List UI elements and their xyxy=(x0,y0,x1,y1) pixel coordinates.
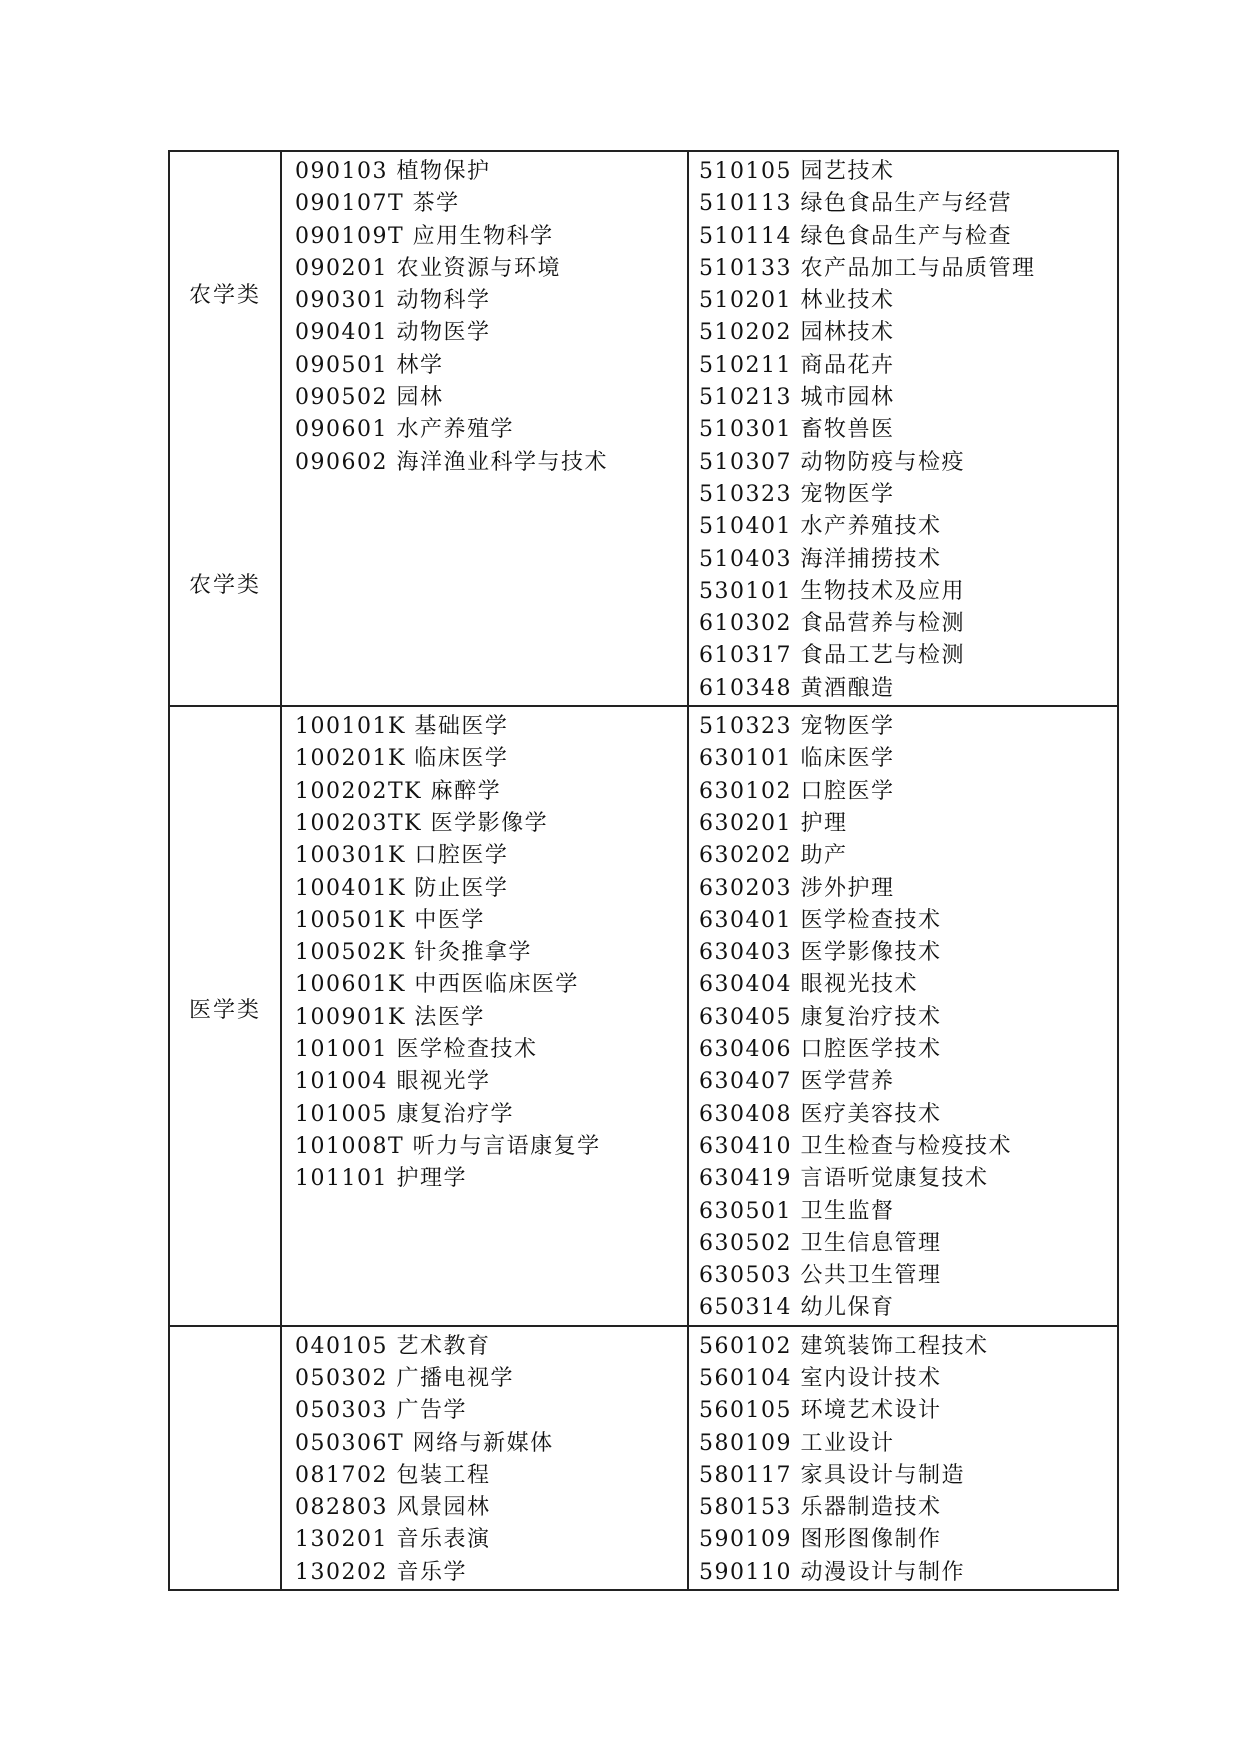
major-list-item: 130202 音乐学 xyxy=(295,1559,467,1585)
category-cell xyxy=(169,151,281,706)
major-list-item: 100401K 防止医学 xyxy=(295,875,509,901)
major-list-item: 510113 绿色食品生产与经营 xyxy=(699,191,1012,217)
major-list-item: 510133 农产品加工与品质管理 xyxy=(699,255,1036,281)
major-list-item: 082803 风景园林 xyxy=(295,1495,491,1521)
major-list-item: 510211 商品花卉 xyxy=(699,352,895,378)
major-list-item: 100203TK 医学影像学 xyxy=(295,810,549,836)
major-list xyxy=(282,152,687,479)
major-list-item: 630406 口腔医学技术 xyxy=(699,1037,942,1063)
major-list-item: 630404 眼视光技术 xyxy=(699,972,918,998)
major-list-item: 100202TK 麻醉学 xyxy=(295,778,502,804)
majors-table-body xyxy=(169,151,1118,1590)
major-list-item: 100901K 法医学 xyxy=(295,1004,485,1030)
major-list-item: 090401 动物医学 xyxy=(295,320,491,346)
major-list-item: 090301 动物科学 xyxy=(295,288,491,314)
major-list-item: 530101 生物技术及应用 xyxy=(699,578,965,604)
major-list-item: 090502 园林 xyxy=(295,385,444,411)
major-list-item: 510213 城市园林 xyxy=(699,385,895,411)
major-list xyxy=(282,1327,687,1589)
major-list-item: 630203 涉外护理 xyxy=(699,875,895,901)
category-label: 医学类 xyxy=(188,998,261,1024)
major-list xyxy=(689,1327,1117,1589)
major-list-item: 590109 图形图像制作 xyxy=(699,1527,942,1553)
major-list-item: 630401 医学检查技术 xyxy=(699,907,942,933)
major-list-item: 090107T 茶学 xyxy=(295,191,460,217)
table-row xyxy=(169,706,1118,1326)
category-cell xyxy=(169,706,281,1326)
vocational-majors-cell xyxy=(688,1326,1118,1590)
vocational-majors-cell xyxy=(688,151,1118,706)
table-row xyxy=(169,1326,1118,1590)
major-list-item: 630202 助产 xyxy=(699,843,848,869)
major-list-item: 630102 口腔医学 xyxy=(699,778,895,804)
major-list-item: 101101 护理学 xyxy=(295,1166,467,1192)
major-list-item: 510307 动物防疫与检疫 xyxy=(699,449,965,475)
major-list-item: 630410 卫生检查与检疫技术 xyxy=(699,1133,1012,1159)
major-list-item: 510202 园林技术 xyxy=(699,320,895,346)
undergrad-majors-cell xyxy=(281,706,688,1326)
major-list-item: 630405 康复治疗技术 xyxy=(699,1004,942,1030)
major-list-item: 101001 医学检查技术 xyxy=(295,1037,538,1063)
major-list-item: 560104 室内设计技术 xyxy=(699,1365,942,1391)
category-label: 农学类 xyxy=(188,573,261,598)
category-cell xyxy=(169,1326,281,1590)
major-list-item: 560105 环境艺术设计 xyxy=(699,1398,942,1424)
major-list-item: 630502 卫生信息管理 xyxy=(699,1230,942,1256)
major-list-item: 630407 医学营养 xyxy=(699,1069,895,1095)
major-list-item: 510323 宠物医学 xyxy=(699,481,895,507)
major-list-item: 100601K 中西医临床医学 xyxy=(295,972,579,998)
major-list-item: 580153 乐器制造技术 xyxy=(699,1495,942,1521)
undergrad-majors-cell xyxy=(281,151,688,706)
major-list-item: 101005 康复治疗学 xyxy=(295,1101,514,1127)
major-list-item: 090201 农业资源与环境 xyxy=(295,255,561,281)
vocational-majors-cell xyxy=(688,706,1118,1326)
majors-table xyxy=(168,150,1119,1591)
major-list-item: 630101 临床医学 xyxy=(699,746,895,772)
major-list-item: 510201 林业技术 xyxy=(699,288,895,314)
major-list-item: 510114 绿色食品生产与检查 xyxy=(699,223,1012,249)
major-list-item: 510401 水产养殖技术 xyxy=(699,514,942,540)
major-list-item: 650314 幼儿保育 xyxy=(699,1295,895,1321)
major-list-item: 090601 水产养殖学 xyxy=(295,417,514,443)
major-list-item: 610348 黄酒酿造 xyxy=(699,675,895,701)
major-list-item: 090501 林学 xyxy=(295,352,444,378)
major-list-item: 510403 海洋捕捞技术 xyxy=(699,546,942,572)
major-list-item: 510105 园艺技术 xyxy=(699,159,895,184)
major-list-item: 090103 植物保护 xyxy=(295,159,491,184)
major-list-item: 100201K 临床医学 xyxy=(295,746,509,772)
major-list-item: 100501K 中医学 xyxy=(295,907,485,933)
major-list-item: 580117 家具设计与制造 xyxy=(699,1462,965,1488)
major-list-item: 590110 动漫设计与制作 xyxy=(699,1559,965,1585)
major-list-item: 610302 食品营养与检测 xyxy=(699,611,965,637)
major-list-item: 630201 护理 xyxy=(699,810,848,836)
major-list-item: 050302 广播电视学 xyxy=(295,1365,514,1391)
major-list-item: 580109 工业设计 xyxy=(699,1430,895,1456)
undergrad-majors-cell xyxy=(281,1326,688,1590)
major-list-item: 081702 包装工程 xyxy=(295,1462,491,1488)
table-row xyxy=(169,151,1118,706)
major-list-item: 560102 建筑装饰工程技术 xyxy=(699,1333,989,1359)
major-list-item: 100301K 口腔医学 xyxy=(295,843,509,869)
major-list-item: 630501 卫生监督 xyxy=(699,1198,895,1224)
major-list-item: 101008T 听力与言语康复学 xyxy=(295,1133,601,1159)
major-list-item: 610317 食品工艺与检测 xyxy=(699,643,965,669)
major-list-item: 510323 宠物医学 xyxy=(699,714,895,740)
major-list-item: 630503 公共卫生管理 xyxy=(699,1263,942,1289)
major-list-item: 130201 音乐表演 xyxy=(295,1527,491,1553)
major-list-item: 050303 广告学 xyxy=(295,1398,467,1424)
major-list-item: 040105 艺术教育 xyxy=(295,1333,491,1359)
major-list-item: 050306T 网络与新媒体 xyxy=(295,1430,554,1456)
major-list-item: 100101K 基础医学 xyxy=(295,714,509,740)
major-list-item: 090602 海洋渔业科学与技术 xyxy=(295,449,608,475)
major-list xyxy=(282,707,687,1195)
major-list-item: 090109T 应用生物科学 xyxy=(295,223,554,249)
major-list-item: 101004 眼视光学 xyxy=(295,1069,491,1095)
major-list-item: 630419 言语听觉康复技术 xyxy=(699,1166,989,1192)
category-label: 农学类 xyxy=(188,283,261,308)
major-list-item: 100502K 针灸推拿学 xyxy=(295,940,532,966)
major-list xyxy=(689,152,1117,705)
major-list xyxy=(689,707,1117,1325)
major-list-item: 630408 医疗美容技术 xyxy=(699,1101,942,1127)
major-list-item: 630403 医学影像技术 xyxy=(699,940,942,966)
major-list-item: 510301 畜牧兽医 xyxy=(699,417,895,443)
